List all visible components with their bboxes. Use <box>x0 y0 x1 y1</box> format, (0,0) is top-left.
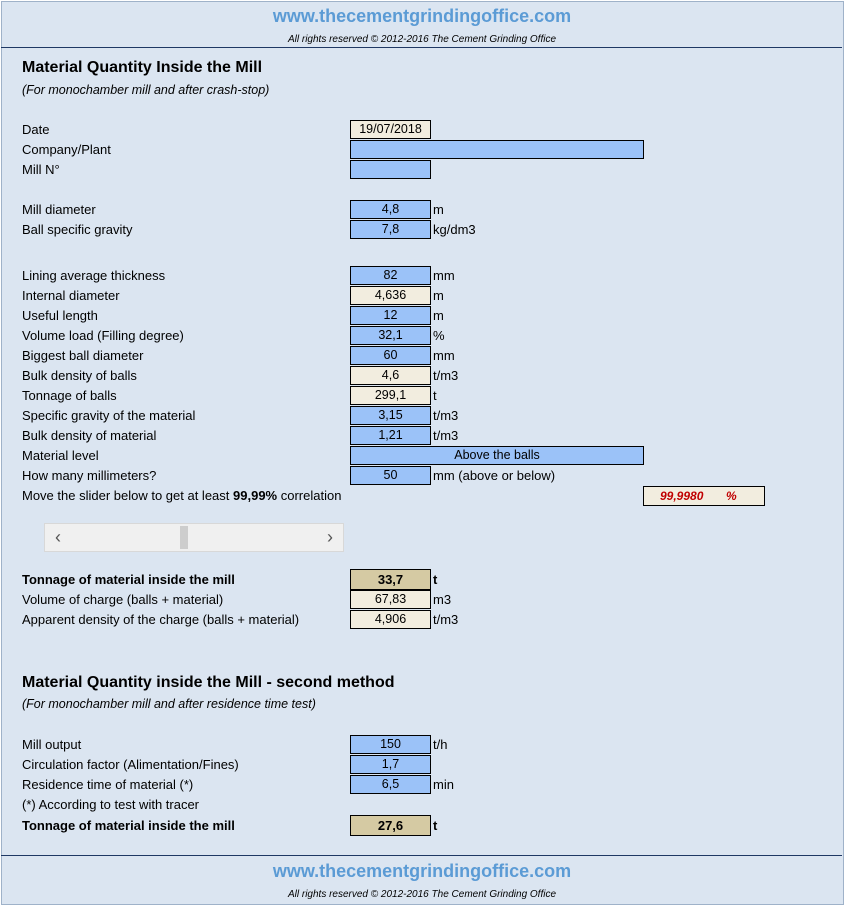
label-bulk-density-balls: Bulk density of balls <box>22 368 137 383</box>
volume-load-unit: % <box>433 328 445 343</box>
footer-site-url: www.thecementgrindingoffice.com <box>272 861 572 881</box>
mill-diameter-input[interactable]: 4,8 <box>350 200 431 219</box>
method2-title: Material Quantity inside the Mill - second method <box>22 674 395 691</box>
label-volume-charge: Volume of charge (balls + material) <box>22 592 224 607</box>
correlation-cell <box>643 486 765 506</box>
slider-prompt-post: correlation <box>277 488 342 503</box>
method2-subtitle: (For monochamber mill and after residence time test) <box>22 697 316 711</box>
material-specific-gravity-unit: t/m3 <box>433 408 459 423</box>
ball-specific-gravity-unit: kg/dm3 <box>433 222 476 237</box>
mill-output-input[interactable]: 150 <box>350 735 431 754</box>
label-material-specific-gravity: Specific gravity of the material <box>22 408 196 423</box>
slider-prompt-target: 99,99% <box>233 488 278 503</box>
internal-diameter-cell: 4,636 <box>350 286 431 305</box>
volume-load-input[interactable]: 32,1 <box>350 326 431 345</box>
tonnage-material-2-unit: t <box>433 818 438 833</box>
mill-output-unit: t/h <box>433 737 448 752</box>
volume-charge-cell: 67,83 <box>350 590 431 609</box>
header-rights: All rights reserved © 2012-2016 The Cement Grinding Office <box>287 34 557 45</box>
bulk-density-balls-unit: t/m3 <box>433 368 459 383</box>
how-many-mm-unit: mm (above or below) <box>433 468 556 483</box>
lining-thickness-unit: mm <box>433 268 455 283</box>
tonnage-balls-cell: 299,1 <box>350 386 431 405</box>
label-residence-time: Residence time of material (*) <box>22 777 194 792</box>
label-bulk-density-material: Bulk density of material <box>22 428 157 443</box>
circulation-factor-input[interactable]: 1,7 <box>350 755 431 774</box>
tracer-note: (*) According to test with tracer <box>22 797 200 812</box>
header-site-url: www.thecementgrindingoffice.com <box>272 6 572 26</box>
tonnage-material-unit: t <box>433 572 438 587</box>
label-useful-length: Useful length <box>22 308 98 323</box>
ball-specific-gravity-input[interactable]: 7,8 <box>350 220 431 239</box>
bulk-density-balls-cell: 4,6 <box>350 366 431 385</box>
tonnage-material-result: 33,7 <box>350 569 431 590</box>
apparent-density-cell: 4,906 <box>350 610 431 629</box>
method1-title: Material Quantity Inside the Mill <box>22 59 263 76</box>
correlation-unit: % <box>726 489 737 503</box>
label-company-plant: Company/Plant <box>22 142 111 157</box>
slider-prompt-pre: Move the slider below to get at least <box>22 488 234 503</box>
label-mill-number: Mill N° <box>22 162 60 177</box>
footer-divider <box>1 855 842 856</box>
company-plant-input[interactable] <box>350 140 644 159</box>
label-ball-specific-gravity: Ball specific gravity <box>22 222 133 237</box>
label-internal-diameter: Internal diameter <box>22 288 120 303</box>
mill-diameter-unit: m <box>433 202 444 217</box>
bulk-density-material-unit: t/m3 <box>433 428 459 443</box>
tonnage-material-2-result: 27,6 <box>350 815 431 836</box>
how-many-mm-input[interactable]: 50 <box>350 466 431 485</box>
slider-left-arrow-icon[interactable]: ‹ <box>55 527 61 547</box>
biggest-ball-diameter-input[interactable]: 60 <box>350 346 431 365</box>
apparent-density-unit: t/m3 <box>433 612 459 627</box>
label-circulation-factor: Circulation factor (Alimentation/Fines) <box>22 757 239 772</box>
material-specific-gravity-input[interactable]: 3,15 <box>350 406 431 425</box>
label-how-many-mm: How many millimeters? <box>22 468 157 483</box>
residence-time-unit: min <box>433 777 454 792</box>
useful-length-unit: m <box>433 308 444 323</box>
tonnage-balls-unit: t <box>433 388 437 403</box>
label-date: Date <box>22 122 50 137</box>
label-material-level: Material level <box>22 448 99 463</box>
material-level-select[interactable]: Above the balls <box>350 446 644 465</box>
date-cell[interactable]: 19/07/2018 <box>350 120 431 139</box>
bulk-density-material-input[interactable]: 1,21 <box>350 426 431 445</box>
method1-subtitle: (For monochamber mill and after crash-stop) <box>22 83 270 97</box>
label-mill-output: Mill output <box>22 737 82 752</box>
internal-diameter-unit: m <box>433 288 444 303</box>
slider-thumb[interactable] <box>180 526 188 549</box>
useful-length-input[interactable]: 12 <box>350 306 431 325</box>
label-tonnage-material-2: Tonnage of material inside the mill <box>22 818 235 833</box>
correlation-value: 99,9980 <box>660 489 704 503</box>
biggest-ball-diameter-unit: mm <box>433 348 455 363</box>
label-volume-load: Volume load (Filling degree) <box>22 328 184 343</box>
correlation-slider[interactable] <box>44 523 344 552</box>
footer-rights: All rights reserved © 2012-2016 The Cement Grinding Office <box>287 889 557 900</box>
volume-charge-unit: m3 <box>433 592 452 607</box>
slider-prompt <box>22 487 341 505</box>
residence-time-input[interactable]: 6,5 <box>350 775 431 794</box>
label-tonnage-balls: Tonnage of balls <box>22 388 117 403</box>
mill-number-input[interactable] <box>350 160 431 179</box>
label-mill-diameter: Mill diameter <box>22 202 96 217</box>
label-tonnage-material: Tonnage of material inside the mill <box>22 572 235 587</box>
label-lining-thickness: Lining average thickness <box>22 268 166 283</box>
label-apparent-density: Apparent density of the charge (balls + material) <box>22 612 300 627</box>
lining-thickness-input[interactable]: 82 <box>350 266 431 285</box>
slider-right-arrow-icon[interactable]: › <box>327 527 333 547</box>
header-divider <box>1 47 842 48</box>
label-biggest-ball-diameter: Biggest ball diameter <box>22 348 144 363</box>
